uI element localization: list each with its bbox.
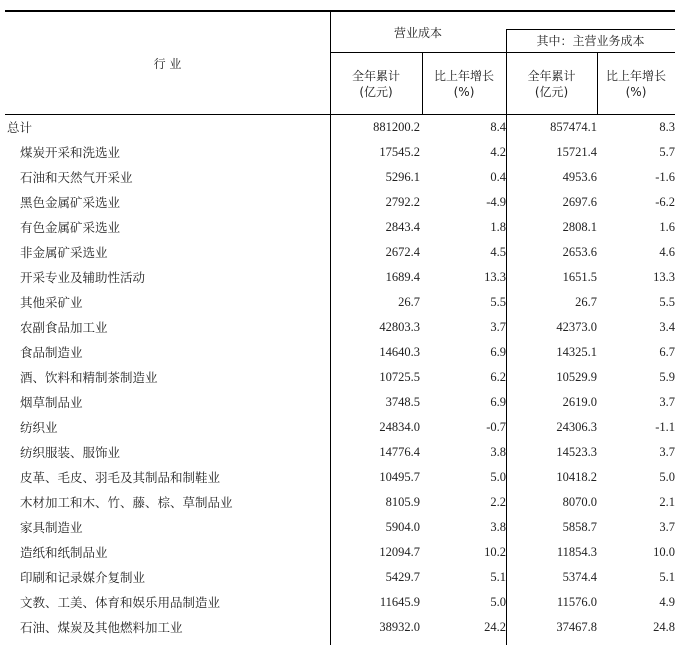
operating-cost-cell: 42803.3 — [379, 320, 420, 334]
operating-cost-growth-cell: 8.4 — [490, 120, 506, 134]
operating-cost-growth-cell: 5.5 — [490, 295, 506, 309]
table-row — [5, 215, 675, 240]
table-row — [5, 565, 675, 590]
industry-name-cell: 烟草制品业 — [20, 395, 83, 410]
header-main-cumulative-unit: (亿元) — [534, 85, 569, 99]
table-row — [5, 490, 675, 515]
main-cost-growth-cell: 13.3 — [653, 270, 675, 284]
header-industry: 行 业 — [153, 57, 182, 71]
industry-name-cell: 黑色金属矿采选业 — [20, 195, 121, 210]
main-cost-growth-cell: 10.0 — [653, 545, 675, 559]
table-row — [5, 315, 675, 340]
header-operating-cost: 营业成本 — [393, 26, 442, 40]
table-row — [5, 340, 675, 365]
main-cost-growth-cell: 3.4 — [659, 320, 675, 334]
main-cost-growth-cell: 2.1 — [659, 495, 675, 509]
table-row — [5, 415, 675, 440]
main-cost-cell: 4953.6 — [562, 170, 597, 184]
industry-name-cell: 文教、工美、体育和娱乐用品制造业 — [20, 595, 221, 610]
main-cost-growth-cell: -1.6 — [655, 170, 675, 184]
table-row — [5, 290, 675, 315]
main-cost-cell: 10418.2 — [556, 470, 597, 484]
main-cost-growth-cell: 4.9 — [659, 595, 675, 609]
industry-name-cell: 木材加工和木、竹、藤、棕、草制品业 — [20, 495, 233, 510]
main-cost-cell: 42373.0 — [556, 320, 597, 334]
main-cost-cell: 26.7 — [575, 295, 597, 309]
header-main-business-cost: 其中：主营业务成本 — [536, 34, 645, 48]
header-main-cumulative-label: 全年累计 — [527, 69, 576, 83]
main-cost-growth-cell: 6.7 — [659, 345, 675, 359]
operating-cost-growth-cell: 0.4 — [490, 170, 506, 184]
industry-name-cell: 食品制造业 — [20, 345, 83, 360]
header-main-growth-unit: (%) — [625, 85, 647, 99]
main-cost-growth-cell: -6.2 — [655, 195, 675, 209]
operating-cost-growth-cell: 10.2 — [484, 545, 506, 559]
operating-cost-cell: 2672.4 — [385, 245, 420, 259]
header-subrule — [330, 52, 675, 53]
main-cost-cell: 2697.6 — [562, 195, 597, 209]
operating-cost-growth-cell: 3.7 — [490, 320, 506, 334]
operating-cost-cell: 3748.5 — [385, 395, 420, 409]
main-cost-growth-cell: -1.1 — [655, 420, 675, 434]
table-row — [5, 190, 675, 215]
operating-cost-cell: 24834.0 — [379, 420, 420, 434]
table-row — [5, 115, 675, 140]
main-cost-growth-cell: 4.6 — [659, 245, 675, 259]
table-row — [5, 465, 675, 490]
operating-cost-growth-cell: 6.9 — [490, 395, 506, 409]
industry-name-cell: 纺织业 — [20, 420, 58, 435]
industry-name-cell: 非金属矿采选业 — [20, 245, 108, 260]
operating-cost-cell: 5429.7 — [385, 570, 420, 584]
header-main-cumulative — [506, 68, 597, 100]
industry-name-cell: 有色金属矿采选业 — [20, 220, 121, 235]
table-header — [5, 12, 675, 115]
operating-cost-cell: 10725.5 — [379, 370, 420, 384]
main-cost-cell: 5858.7 — [562, 520, 597, 534]
table-row — [5, 540, 675, 565]
operating-cost-cell: 2843.4 — [385, 220, 420, 234]
main-cost-cell: 14523.3 — [556, 445, 597, 459]
industry-name-cell: 皮革、毛皮、羽毛及其制品和制鞋业 — [20, 470, 221, 485]
operating-cost-cell: 14776.4 — [379, 445, 420, 459]
industry-name-cell: 开采专业及辅助性活动 — [20, 270, 146, 285]
operating-cost-growth-cell: -4.9 — [486, 195, 506, 209]
table-row — [5, 240, 675, 265]
industry-name-cell: 石油、煤炭及其他燃料加工业 — [20, 620, 183, 635]
table-row — [5, 365, 675, 390]
main-cost-cell: 5374.4 — [562, 570, 597, 584]
operating-cost-growth-cell: 3.8 — [490, 520, 506, 534]
header-cumulative — [330, 68, 422, 100]
table-row — [5, 515, 675, 540]
operating-cost-cell: 26.7 — [398, 295, 420, 309]
main-cost-growth-cell: 3.7 — [659, 395, 675, 409]
main-cost-cell: 2619.0 — [562, 395, 597, 409]
header-growth-label: 比上年增长 — [433, 69, 494, 83]
header-cumulative-unit: (亿元) — [359, 85, 393, 99]
operating-cost-growth-cell: 13.3 — [484, 270, 506, 284]
main-cost-growth-cell: 8.3 — [659, 120, 675, 134]
main-cost-cell: 37467.8 — [556, 620, 597, 634]
table-row — [5, 140, 675, 165]
operating-cost-cell: 38932.0 — [379, 620, 420, 634]
industry-name-cell: 家具制造业 — [20, 520, 83, 535]
main-cost-growth-cell: 5.9 — [659, 370, 675, 384]
industry-name-cell: 总计 — [7, 120, 33, 135]
table-row — [5, 390, 675, 415]
main-cost-growth-cell: 5.1 — [659, 570, 675, 584]
main-cost-growth-cell: 3.7 — [659, 445, 675, 459]
operating-cost-growth-cell: 24.2 — [484, 620, 506, 634]
table-row — [5, 265, 675, 290]
operating-cost-growth-cell: 5.0 — [490, 470, 506, 484]
main-cost-cell: 2653.6 — [562, 245, 597, 259]
operating-cost-growth-cell: 4.2 — [490, 145, 506, 159]
header-growth — [422, 68, 506, 100]
operating-cost-growth-cell: 6.2 — [490, 370, 506, 384]
operating-cost-growth-cell: -0.7 — [486, 420, 506, 434]
operating-cost-cell: 5904.0 — [385, 520, 420, 534]
industry-name-cell: 煤炭开采和洗选业 — [20, 145, 121, 160]
header-growth-unit: (%) — [453, 85, 475, 99]
operating-cost-growth-cell: 5.0 — [490, 595, 506, 609]
header-main-growth — [597, 68, 675, 100]
main-cost-cell: 14325.1 — [556, 345, 597, 359]
operating-cost-cell: 5296.1 — [385, 170, 420, 184]
main-cost-growth-cell: 5.0 — [659, 470, 675, 484]
table-row — [5, 590, 675, 615]
operating-cost-growth-cell: 2.2 — [490, 495, 506, 509]
industry-name-cell: 印刷和记录媒介复制业 — [20, 570, 146, 585]
header-cumulative-label: 全年累计 — [351, 69, 400, 83]
operating-cost-cell: 10495.7 — [379, 470, 420, 484]
main-cost-cell: 15721.4 — [556, 145, 597, 159]
main-cost-cell: 11854.3 — [556, 545, 597, 559]
main-cost-cell: 857474.1 — [550, 120, 597, 134]
main-cost-cell: 24306.3 — [556, 420, 597, 434]
header-main-growth-label: 比上年增长 — [605, 69, 666, 83]
main-cost-growth-cell: 5.5 — [659, 295, 675, 309]
main-cost-cell: 11576.0 — [556, 595, 597, 609]
table-row — [5, 440, 675, 465]
operating-cost-cell: 8105.9 — [385, 495, 420, 509]
industry-name-cell: 石油和天然气开采业 — [20, 170, 133, 185]
operating-cost-growth-cell: 6.9 — [490, 345, 506, 359]
operating-cost-cell: 11645.9 — [379, 595, 420, 609]
operating-cost-cell: 17545.2 — [379, 145, 420, 159]
table-row — [5, 165, 675, 190]
operating-cost-growth-cell: 1.8 — [490, 220, 506, 234]
operating-cost-growth-cell: 3.8 — [490, 445, 506, 459]
industry-name-cell: 酒、饮料和精制茶制造业 — [20, 370, 158, 385]
operating-cost-cell: 12094.7 — [379, 545, 420, 559]
industry-name-cell: 造纸和纸制品业 — [20, 545, 108, 560]
main-cost-growth-cell: 3.7 — [659, 520, 675, 534]
industry-name-cell: 其他采矿业 — [20, 295, 83, 310]
main-cost-growth-cell: 1.6 — [659, 220, 675, 234]
main-cost-cell: 2808.1 — [562, 220, 597, 234]
operating-cost-cell: 14640.3 — [379, 345, 420, 359]
industry-name-cell: 农副食品加工业 — [20, 320, 108, 335]
main-cost-cell: 8070.0 — [562, 495, 597, 509]
header-subrule — [506, 29, 675, 30]
operating-cost-growth-cell: 4.5 — [490, 245, 506, 259]
main-cost-cell: 10529.9 — [556, 370, 597, 384]
main-cost-growth-cell: 24.8 — [653, 620, 675, 634]
operating-cost-cell: 881200.2 — [373, 120, 420, 134]
operating-cost-cell: 1689.4 — [385, 270, 420, 284]
table-row — [5, 615, 675, 640]
industry-name-cell: 纺织服装、服饰业 — [20, 445, 121, 460]
main-cost-growth-cell: 5.7 — [659, 145, 675, 159]
main-cost-cell: 1651.5 — [562, 270, 597, 284]
operating-cost-cell: 2792.2 — [385, 195, 420, 209]
operating-cost-growth-cell: 5.1 — [490, 570, 506, 584]
